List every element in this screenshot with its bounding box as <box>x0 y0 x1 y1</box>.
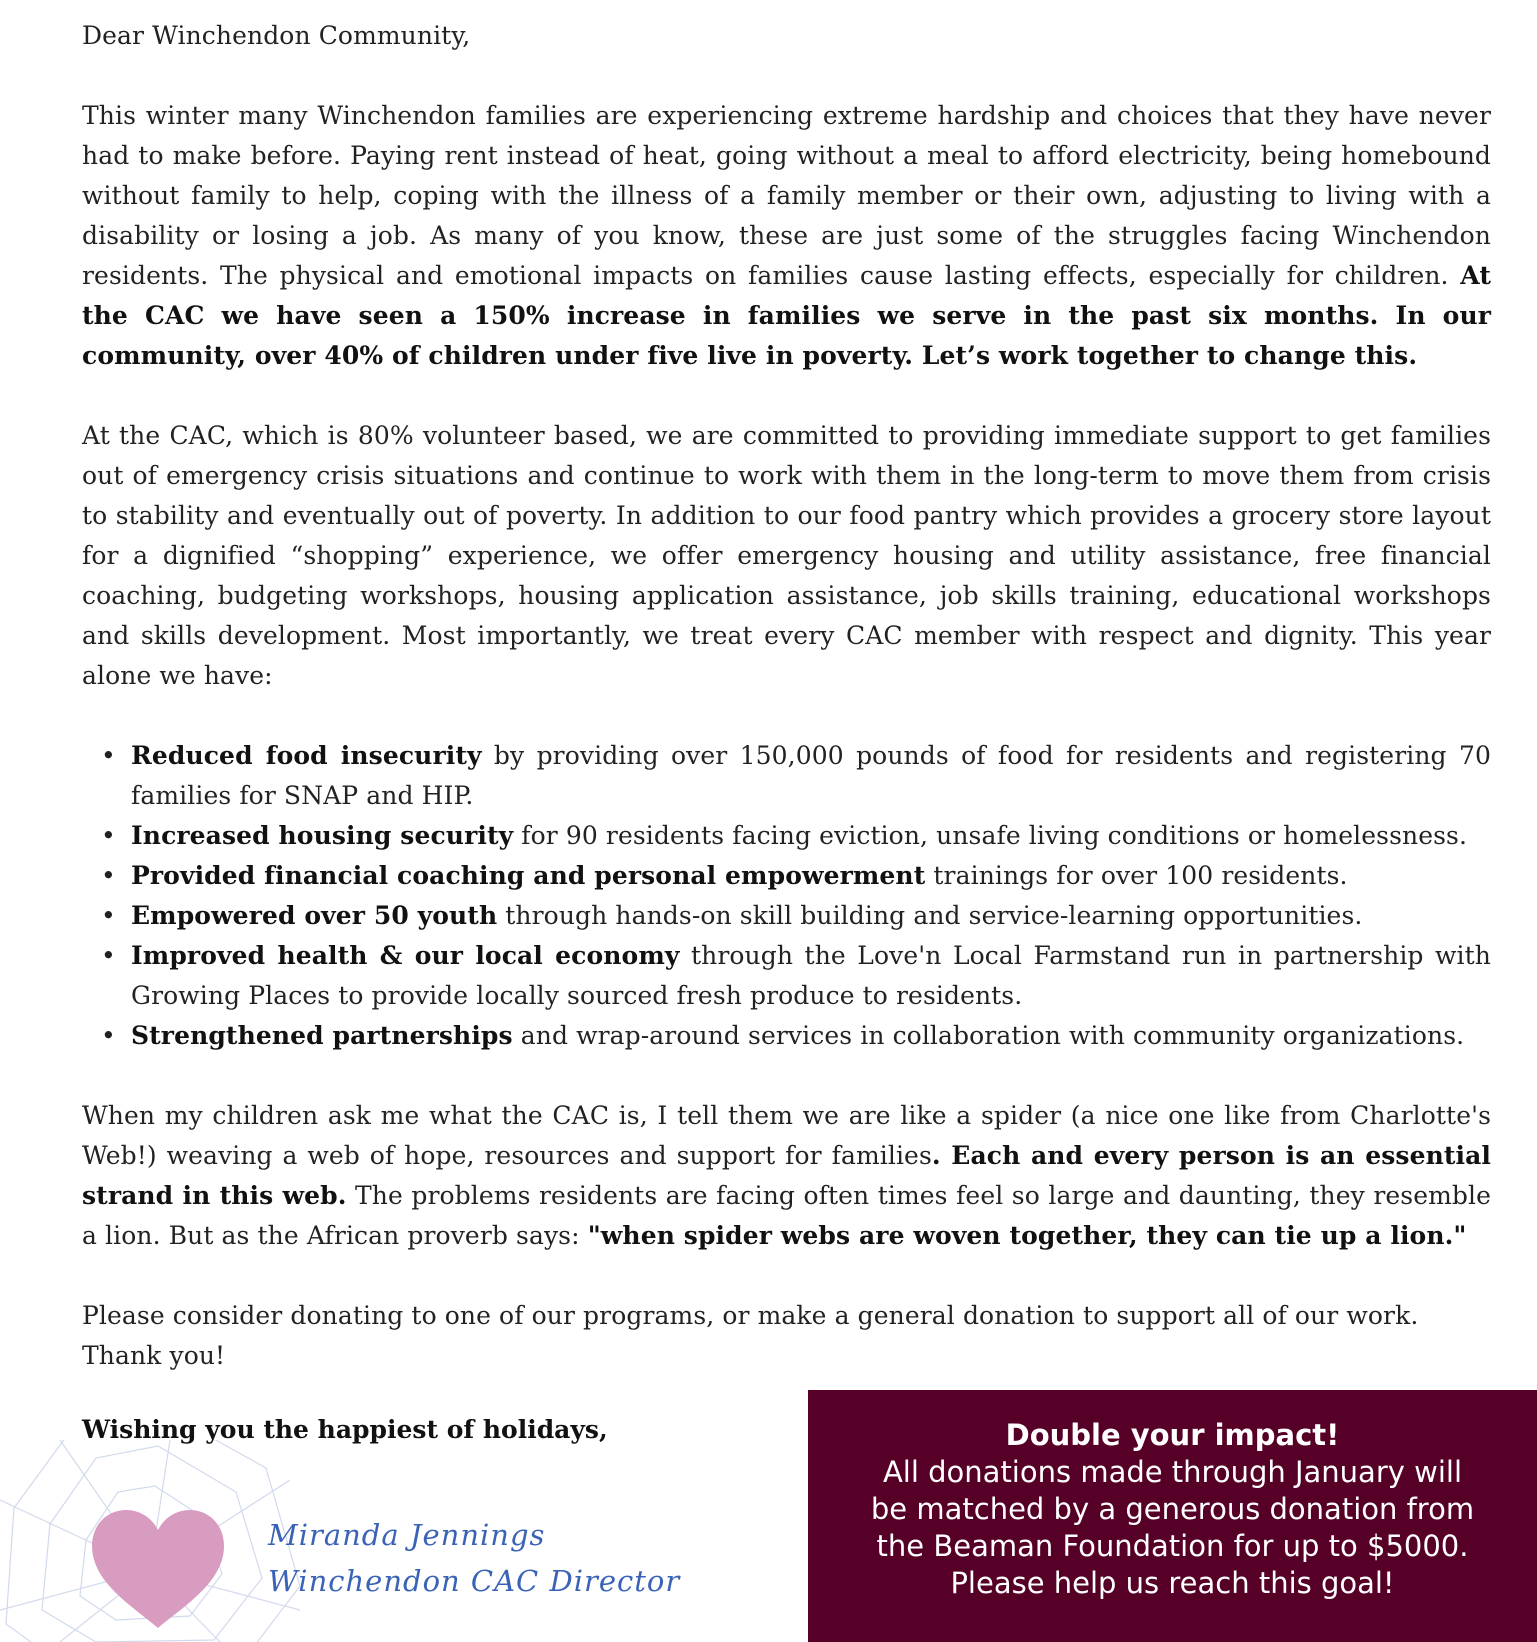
paragraph-hardship-highlight: At the CAC we have seen a 150% increase in families we serve in the past six months. In our community, over 40% of children under five live in poverty. Let’s work together to change this. <box>82 261 1491 370</box>
signature-title: Winchendon CAC Director <box>268 1564 681 1598</box>
paragraph-spider-web-highlight: . Each and every person is an essential strand in this web. <box>82 1141 1491 1210</box>
list-item-bold: Empowered over 50 youth <box>131 901 498 930</box>
heart-icon <box>92 1510 224 1630</box>
list-item-text: for 90 residents facing eviction, unsafe living conditions or homelessness. <box>513 821 1467 850</box>
paragraph-hardship <box>82 96 1491 376</box>
paragraph-hardship-text: This winter many Winchendon families are experiencing extreme hardship and choices that they have never had to make before. Paying rent instead of heat, going without a meal to afford electricity, being homebound without family to help, coping with the illness of a family member or their own, adjusting to living with a disability or losing a job. As many of you know, these are just some of the struggles facing Winchendon residents. The physical and emotional impacts on families cause lasting effects, especially for children. <box>82 101 1491 290</box>
paragraph-spider-web-text: When my children ask me what the CAC is, I tell them we are like a spider (a nice one like from Charlotte's Web!) weaving a web of hope, resources and support for families <box>82 1101 1491 1170</box>
closing-line: Wishing you the happiest of holidays, <box>82 1415 608 1444</box>
bullet-icon: • <box>101 821 116 850</box>
paragraph-spider-web-text-2: The problems residents are facing often times feel so large and daunting, they resemble a lion. But as the African proverb says: <box>82 1181 1491 1250</box>
list-item-text: through hands-on skill building and service-learning opportunities. <box>497 901 1363 930</box>
list-item <box>101 896 1491 936</box>
list-item-text: by providing over 150,000 pounds of food for residents and registering 70 families for SNAP and HIP. <box>131 741 1491 810</box>
promo-title: Double your impact! <box>1005 1418 1340 1452</box>
paragraph-spider-web <box>82 1096 1491 1256</box>
paragraph-services: At the CAC, which is 80% volunteer based, we are committed to providing immediate support to get families out of emergency crisis situations and continue to work with them in the long-term to move them from crisis to stability and eventually out of poverty. In addition to our food pantry which provides a grocery store layout for a dignified “shopping” experience, we offer emergency housing and utility assistance, free financial coaching, budgeting workshops, housing application assistance, job skills training, educational workshops and skills development. Most importantly, we treat every CAC member with respect and dignity. This year alone we have: <box>82 421 1491 690</box>
list-item-bold: Increased housing security <box>131 821 514 850</box>
list-item <box>101 936 1491 1016</box>
accomplishments-list <box>82 736 1491 1056</box>
list-item-bold: Improved health & our local economy <box>131 941 680 970</box>
letter-body <box>82 16 1491 1376</box>
bullet-icon: • <box>101 741 116 770</box>
bullet-icon: • <box>101 901 116 930</box>
list-item-text: and wrap-around services in collaboration with community organizations. <box>512 1021 1465 1050</box>
thank-you: Thank you! <box>82 1341 226 1370</box>
salutation: Dear Winchendon Community, <box>82 21 471 50</box>
double-impact-box <box>808 1390 1537 1642</box>
list-item <box>101 816 1491 856</box>
promo-line: the Beaman Foundation for up to $5000. <box>876 1529 1469 1563</box>
list-item <box>101 856 1491 896</box>
signature-name: Miranda Jennings <box>268 1518 546 1552</box>
list-item-text: trainings for over 100 residents. <box>925 861 1348 890</box>
promo-line: be matched by a generous donation from <box>870 1492 1475 1526</box>
promo-line: Please help us reach this goal! <box>950 1566 1395 1600</box>
bullet-icon: • <box>101 941 116 970</box>
promo-line: All donations made through January will <box>882 1455 1463 1489</box>
list-item <box>101 736 1491 816</box>
list-item-bold: Strengthened partnerships <box>131 1021 513 1050</box>
proverb-quote: "when spider webs are woven together, they can tie up a lion." <box>587 1221 1467 1250</box>
list-item-text: through the Love'n Local Farmstand run in partnership with Growing Places to provide locally sourced fresh produce to residents. <box>131 941 1491 1010</box>
list-item-bold: Provided financial coaching and personal empowerment <box>131 861 926 890</box>
bullet-icon: • <box>101 1021 116 1050</box>
list-item-bold: Reduced food insecurity <box>131 741 482 770</box>
donation-request: Please consider donating to one of our programs, or make a general donation to support all of our work. <box>82 1301 1419 1330</box>
signature <box>268 1512 680 1604</box>
list-item <box>101 1016 1491 1056</box>
bullet-icon: • <box>101 861 116 890</box>
